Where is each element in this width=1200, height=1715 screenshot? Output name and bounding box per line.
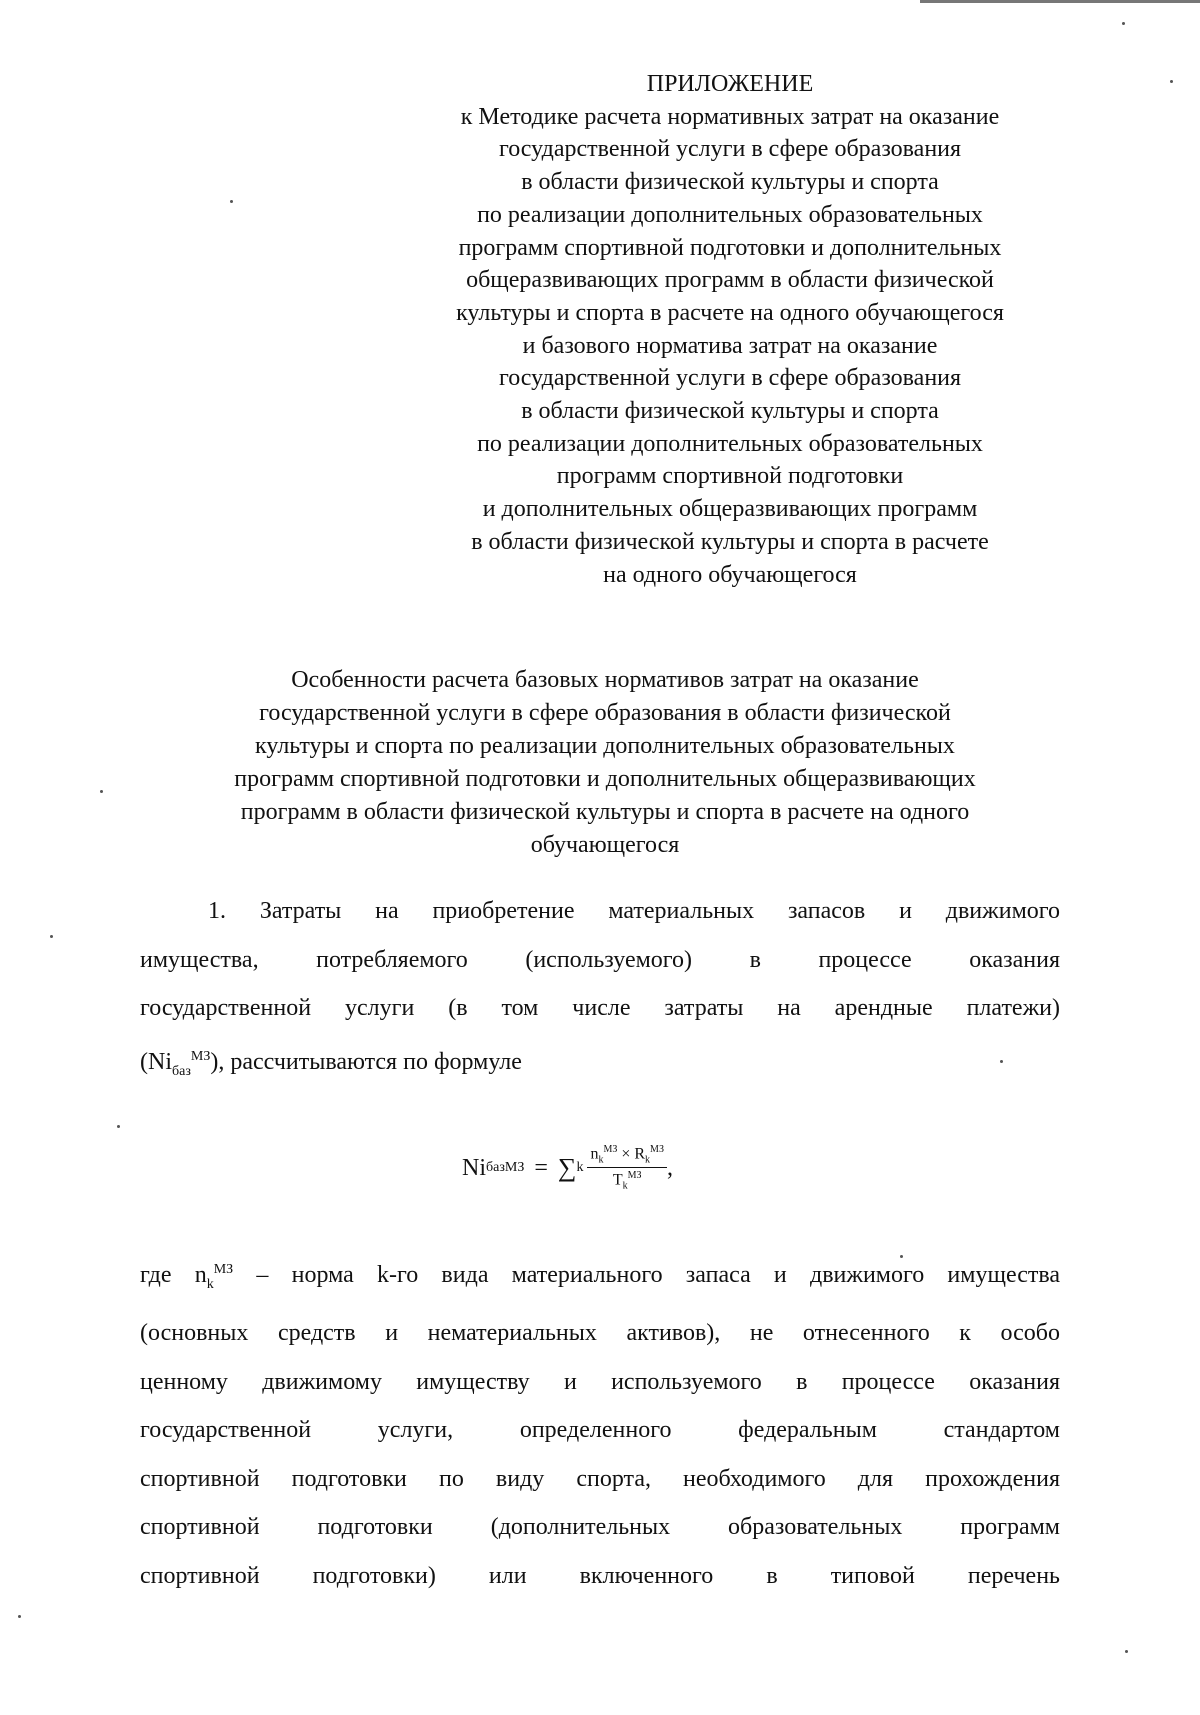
scan-speck bbox=[230, 200, 233, 203]
paragraph-line bbox=[140, 1033, 1060, 1096]
superscript: МЗ bbox=[190, 1048, 211, 1064]
superscript: МЗ bbox=[213, 1262, 234, 1277]
paragraph-line: 1. Затраты на приобретение материальных запасов и движимого bbox=[208, 898, 1060, 924]
scan-speck bbox=[1170, 80, 1173, 83]
appendix-line: и дополнительных общеразвивающих программ bbox=[482, 496, 978, 523]
section-title-line: культуры и спорта по реализации дополнительных образовательных bbox=[255, 733, 955, 759]
paragraph-line: государственной услуги (в том числе затраты на арендные платежи) bbox=[140, 995, 1060, 1021]
scan-speck bbox=[100, 790, 103, 793]
formula-lhs: Ni bbox=[462, 1154, 486, 1181]
subscript: баз bbox=[172, 1063, 191, 1079]
var-r-sub: k bbox=[645, 1155, 651, 1166]
section-title bbox=[140, 664, 1070, 862]
section-title-line: государственной услуги в сфере образования в области физической bbox=[259, 700, 951, 726]
formula-fraction bbox=[587, 1144, 667, 1191]
appendix-line: в области физической культуры и спорта bbox=[521, 398, 939, 425]
var-r: R bbox=[634, 1145, 646, 1163]
text-run: (Ni bbox=[140, 1048, 172, 1075]
var-n: n bbox=[590, 1145, 599, 1163]
appendix-line: в области физической культуры и спорта в расчете bbox=[471, 528, 989, 555]
var-n-sup: МЗ bbox=[603, 1144, 618, 1156]
appendix-line: государственной услуги в сфере образования bbox=[498, 365, 962, 392]
paragraph-line: имущества, потребляемого (используемого) в процессе оказания bbox=[140, 946, 1060, 973]
appendix-line: к Методике расчета нормативных затрат на оказание bbox=[460, 103, 1000, 130]
appendix-line: и базового норматива затрат на оказание bbox=[522, 332, 938, 359]
text-run: где n bbox=[140, 1262, 207, 1288]
paragraph-line: спортивной подготовки) или включенного в типовой перечень bbox=[140, 1562, 1060, 1589]
paragraph-2 bbox=[140, 1246, 1060, 1600]
scan-speck bbox=[1122, 22, 1125, 25]
section-title-line: программ спортивной подготовки и дополнительных общеразвивающих bbox=[234, 766, 976, 792]
times-symbol: × bbox=[621, 1145, 631, 1163]
appendix-line: программ спортивной подготовки bbox=[556, 463, 904, 490]
section-title-line: программ в области физической культуры и спорта в расчете на одного bbox=[240, 799, 970, 825]
paragraph-line: ценному движимому имуществу и используемого в процессе оказания bbox=[140, 1368, 1060, 1395]
appendix-line: программ спортивной подготовки и дополнительных bbox=[458, 234, 1002, 261]
paragraph-line: спортивной подготовки по виду спорта, необходимого для прохождения bbox=[140, 1465, 1060, 1492]
var-r-sup: МЗ bbox=[650, 1144, 664, 1156]
paragraph-line bbox=[140, 1246, 1060, 1309]
paragraph-line: (основных средств и нематериальных активов), не отнесенного к особо bbox=[140, 1320, 1060, 1347]
appendix-line: в области физической культуры и спорта bbox=[521, 169, 939, 196]
paragraph-line: государственной услуги, определенного федеральным стандартом bbox=[140, 1417, 1060, 1444]
var-t-sup: МЗ bbox=[627, 1170, 642, 1181]
scan-speck bbox=[900, 1255, 903, 1258]
scan-speck bbox=[1125, 1650, 1128, 1653]
appendix-header bbox=[390, 68, 1070, 591]
formula-comma: , bbox=[666, 1154, 673, 1181]
formula-lhs-sup: МЗ bbox=[504, 1160, 525, 1175]
scan-speck bbox=[50, 935, 53, 938]
subscript: k bbox=[206, 1276, 214, 1292]
formula bbox=[462, 1128, 673, 1208]
var-t-sub: k bbox=[622, 1180, 628, 1192]
appendix-line: на одного обучающегося bbox=[603, 561, 857, 588]
section-title-line: обучающегося bbox=[530, 832, 680, 858]
text-run: – норма k-го вида материального запаса и движимого имущества bbox=[233, 1262, 1061, 1288]
text-run: ), рассчитываются по формуле bbox=[210, 1048, 522, 1075]
appendix-line: государственной услуги в сфере образования bbox=[498, 136, 962, 163]
appendix-line: по реализации дополнительных образовательных bbox=[477, 430, 983, 457]
paragraph-line: спортивной подготовки (дополнительных образовательных программ bbox=[140, 1514, 1060, 1541]
sigma-sub: k bbox=[576, 1160, 584, 1175]
appendix-heading: ПРИЛОЖЕНИЕ bbox=[646, 71, 814, 97]
var-t: T bbox=[612, 1171, 623, 1189]
scan-edge-line bbox=[920, 0, 1200, 3]
appendix-line: культуры и спорта в расчете на одного обучающегося bbox=[456, 299, 1004, 326]
sigma-symbol: ∑ bbox=[557, 1153, 577, 1182]
scan-speck bbox=[18, 1615, 21, 1618]
var-n-sub: k bbox=[598, 1155, 604, 1166]
fraction-denominator bbox=[613, 1168, 642, 1192]
formula-lhs-sub: баз bbox=[486, 1160, 505, 1175]
appendix-line: общеразвивающих программ в области физической bbox=[466, 267, 994, 294]
scan-speck bbox=[1000, 1060, 1003, 1063]
formula-equals: = bbox=[534, 1154, 548, 1181]
scan-speck bbox=[117, 1125, 120, 1128]
appendix-line: по реализации дополнительных образовательных bbox=[477, 201, 983, 228]
section-title-line: Особенности расчета базовых нормативов затрат на оказание bbox=[291, 667, 919, 693]
paragraph-1 bbox=[140, 887, 1060, 1096]
fraction-numerator bbox=[587, 1144, 667, 1168]
